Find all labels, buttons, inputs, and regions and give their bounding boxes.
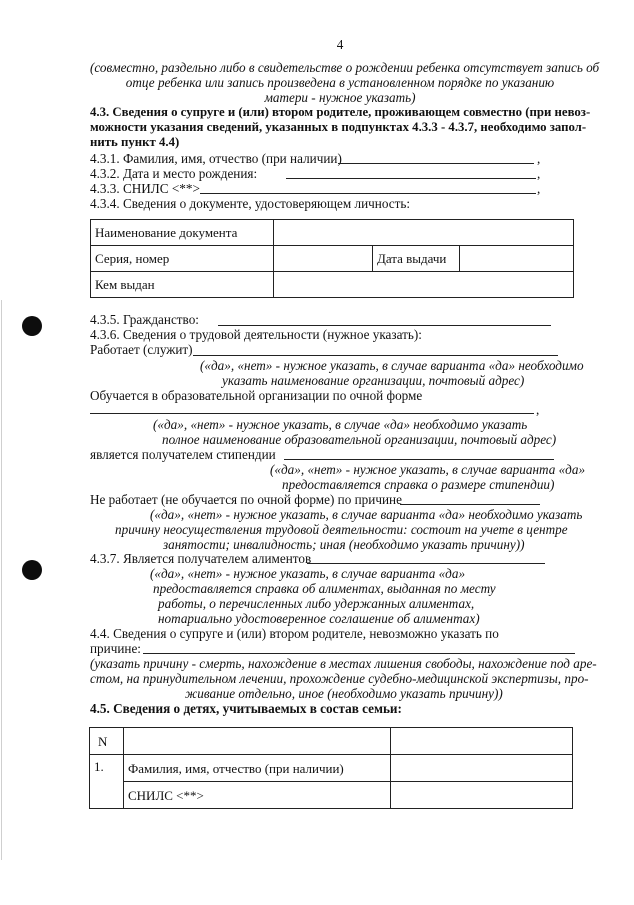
reason-label: причине: (90, 641, 141, 656)
work-heading: 4.3.6. Сведения о трудовой деятельности (нужное указать): (90, 327, 422, 342)
not-working-note: причину неосуществления трудовой деятельности: состоит на учете в центре (115, 522, 568, 537)
doc-series-cell[interactable] (274, 246, 373, 272)
birth-input-line[interactable] (286, 178, 536, 179)
section-4-4-note: стом, на принудительном лечении, прохождение судебно-медицинской экспертизы, про- (90, 671, 589, 686)
section-heading: нить пункт 4.4) (90, 135, 180, 149)
children-n-header: N (90, 728, 124, 755)
intro-note-line: (совместно, раздельно либо в свидетельстве о рождении ребенка отсутствует запись об (90, 60, 600, 75)
section-4-5-heading: 4.5. Сведения о детях, учитываемых в состав семьи: (90, 701, 402, 716)
children-header-cell (124, 728, 391, 755)
studies-input-line[interactable] (90, 413, 534, 414)
snils-input-line[interactable] (200, 193, 536, 194)
punch-hole-bottom (22, 560, 42, 580)
page-number: 4 (336, 37, 344, 52)
section-heading: 4.3. Сведения о супруге и (или) втором родителе, проживающем совместно (при невоз- (90, 105, 591, 119)
child-row-number: 1. (90, 755, 124, 809)
fio-input-line[interactable] (338, 163, 534, 164)
not-working-note: («да», «нет» - нужное указать, в случае варианта «да» необходимо указать (150, 507, 583, 522)
child-snils-label: СНИЛС <**> (124, 782, 391, 809)
doc-series-label: Серия, номер (91, 246, 274, 272)
comma: , (537, 166, 541, 181)
identity-doc-table (90, 219, 574, 298)
intro-note-line: матери - нужное указать) (264, 90, 416, 105)
not-working-input-line[interactable] (400, 504, 540, 505)
works-note: («да», «нет» - нужное указать, в случае варианта «да» необходимо (200, 358, 584, 373)
works-note: указать наименование организации, почтовый адрес) (222, 373, 525, 388)
alimony-note: нотариально удостоверенное соглашение об алиментах) (158, 611, 480, 626)
stipend-note: предоставляется справка о размере стипендии) (282, 477, 555, 492)
works-input-line[interactable] (193, 355, 558, 356)
comma: , (536, 402, 540, 417)
alimony-note: работы, о перечисленных либо удержанных алиментах, (158, 596, 475, 611)
comma: , (537, 151, 541, 166)
child-snils-cell[interactable] (391, 782, 573, 809)
studies-note: («да», «нет» - нужное указать, в случае «да» необходимо указать (153, 417, 528, 432)
stipend-label: является получателем стипендии (90, 447, 276, 462)
doc-issued-by-label: Кем выдан (91, 272, 274, 298)
child-fio-label: Фамилия, имя, отчество (при наличии) (124, 755, 391, 782)
section-4-4-note: живание отдельно, иное (необходимо указать причину)) (185, 686, 503, 701)
studies-note: полное наименование образовательной организации, почтовый адрес) (162, 432, 557, 447)
doc-name-cell[interactable] (274, 220, 574, 246)
stipend-note: («да», «нет» - нужное указать, в случае варианта «да» (270, 462, 586, 477)
children-table (89, 727, 573, 809)
section-heading: можности указания сведений, указанных в подпунктах 4.3.3 - 4.3.7, необходимо запол- (90, 120, 587, 134)
section-4-4-text: 4.4. Сведения о супруге и (или) втором родителе, невозможно указать по (90, 626, 499, 641)
doc-name-label: Наименование документа (91, 220, 274, 246)
birth-label: 4.3.2. Дата и место рождения: (90, 166, 258, 181)
works-label: Работает (служит) (90, 342, 193, 357)
fio-label: 4.3.1. Фамилия, имя, отчество (при наличии) (90, 151, 342, 166)
alimony-note: предоставляется справка об алиментах, выданная по месту (153, 581, 496, 596)
citizenship-label: 4.3.5. Гражданство: (90, 312, 199, 327)
punch-hole-top (22, 316, 42, 336)
scan-edge (1, 300, 2, 860)
child-fio-cell[interactable] (391, 755, 573, 782)
doc-issue-date-label: Дата выдачи (373, 246, 460, 272)
alimony-label: 4.3.7. Является получателем алиментов (90, 551, 312, 566)
snils-label: 4.3.3. СНИЛС <**> (90, 181, 200, 196)
section-4-4-note: (указать причину - смерть, нахождение в местах лишения свободы, нахождение под аре- (90, 656, 597, 671)
doc-issued-by-cell[interactable] (274, 272, 574, 298)
alimony-note: («да», «нет» - нужное указать, в случае варианта «да» (150, 566, 466, 581)
studies-label: Обучается в образовательной организации по очной форме (90, 388, 423, 403)
children-header-cell (391, 728, 573, 755)
citizenship-input-line[interactable] (218, 325, 551, 326)
alimony-input-line[interactable] (307, 563, 545, 564)
intro-note-line: отце ребенка или запись произведена в установленном порядке по указанию (125, 75, 555, 90)
reason-input-line[interactable] (143, 653, 575, 654)
comma: , (537, 181, 541, 196)
doc-issue-date-cell[interactable] (460, 246, 574, 272)
doc-label: 4.3.4. Сведения о документе, удостоверяющем личность: (90, 196, 411, 211)
not-working-note: занятости; инвалидность; иная (необходимо указать причину)) (163, 537, 525, 552)
stipend-input-line[interactable] (284, 459, 554, 460)
not-working-label: Не работает (не обучается по очной форме) по причине (90, 492, 402, 507)
